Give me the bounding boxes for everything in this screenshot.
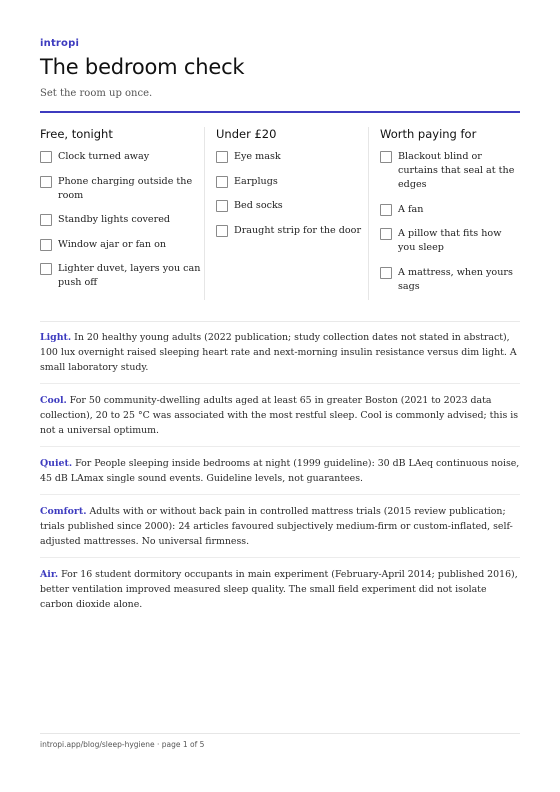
accent-divider: [40, 111, 520, 113]
checkbox[interactable]: [40, 151, 52, 163]
checklist-item: [380, 203, 520, 217]
note-key: Air.: [40, 569, 59, 580]
note-cool: [40, 384, 520, 447]
page: [40, 0, 520, 792]
checklist-item-label: Lighter duvet, layers you can push off: [58, 263, 201, 288]
checkbox[interactable]: [216, 200, 228, 212]
note-text: For People sleeping inside bedrooms at night (1999 guideline): 30 dB LAeq continuous noise, 45 dB LAmax single sound events. Guideline levels, not guarantees.: [40, 458, 520, 484]
checklist-item-label: A pillow that fits how you sleep: [398, 228, 502, 253]
note-text: For 50 community-dwelling adults aged at least 65 in greater Boston (2021 to 2023 data collection), 20 to 25 °C was associated with the most restful sleep. Cool is commonly advised; this is not a universal optimum.: [40, 395, 519, 436]
column-heading: Free, tonight: [40, 127, 113, 141]
checklist-item: [380, 266, 520, 294]
checkbox[interactable]: [40, 176, 52, 188]
checkbox[interactable]: [40, 214, 52, 226]
checkbox[interactable]: [216, 176, 228, 188]
note-key: Light.: [40, 332, 72, 343]
checklist-item: [40, 262, 204, 290]
page-footer: intropi.app/blog/sleep-hygiene · page 1 of 5: [40, 740, 205, 749]
checklist-item-label: Draught strip for the door: [234, 224, 362, 236]
checklist-item-label: Eye mask: [234, 151, 281, 162]
brand-name: intropi: [40, 38, 80, 49]
checklist-item-label: Window ajar or fan on: [58, 238, 167, 250]
footer-divider: [40, 733, 520, 734]
column-free-tonight: [40, 127, 204, 300]
checkbox[interactable]: [380, 267, 392, 279]
checkbox[interactable]: [380, 228, 392, 240]
page-title: The bedroom check: [40, 55, 245, 79]
checklist-item: [40, 150, 204, 164]
note-comfort: [40, 495, 520, 558]
note-light: [40, 321, 520, 384]
checklist-item-label: A fan: [398, 203, 424, 215]
checkbox[interactable]: [40, 263, 52, 275]
column-heading: Under £20: [216, 127, 277, 141]
note-text: For 16 student dormitory occupants in main experiment (February-April 2014; published 2016), better ventilation improved measured sleep quality. The small field experiment did not isolate carbon dioxide alone.: [40, 569, 518, 610]
checklist-item-label: Earplugs: [234, 175, 278, 187]
checklist-item: [40, 238, 204, 252]
checklist-item-label: Bed socks: [234, 200, 283, 211]
checklist-item: [40, 213, 204, 227]
checklist-item-label: Blackout blind or curtains that seal at the edges: [398, 151, 515, 190]
checklist-item: [216, 199, 368, 213]
note-key: Comfort.: [40, 506, 87, 517]
page-subtitle: Set the room up once.: [40, 88, 153, 99]
checklist: [40, 150, 204, 290]
checklist-item-label: Standby lights covered: [58, 214, 171, 225]
checkbox[interactable]: [40, 239, 52, 251]
checklist-item-label: A mattress, when yours sags: [398, 266, 513, 292]
note-text: In 20 healthy young adults (2022 publication; study collection dates not stated in abstract), 100 lux overnight raised sleeping heart rate and next-morning insulin resistance versus dim light. A small laboratory study.: [40, 332, 517, 373]
checkbox[interactable]: [380, 204, 392, 216]
checklist-item: [380, 227, 520, 255]
checklist: [216, 150, 368, 238]
checklist-item: [216, 175, 368, 189]
checklist-item-label: Phone charging outside the room: [58, 175, 193, 201]
checkbox[interactable]: [216, 151, 228, 163]
checkbox[interactable]: [380, 151, 392, 163]
checklist-item-label: Clock turned away: [58, 151, 150, 162]
checklist-item: [216, 150, 368, 164]
column-worth-paying-for: [368, 127, 520, 300]
note-key: Cool.: [40, 395, 67, 406]
note-air: [40, 558, 520, 620]
note-quiet: [40, 447, 520, 495]
column-under-20: [204, 127, 368, 300]
checklist-item: [380, 150, 520, 192]
checklist-columns: [40, 127, 520, 300]
checklist-item: [216, 224, 368, 238]
checklist: [380, 150, 520, 294]
checkbox[interactable]: [216, 225, 228, 237]
note-text: Adults with or without back pain in controlled mattress trials (2015 review publication; trials published since 2000): 24 articles favoured subjectively medium-firm or custom-inflated, self-adjusted mattresses. No universal firmness.: [40, 506, 513, 547]
note-key: Quiet.: [40, 458, 73, 469]
evidence-notes: [40, 321, 520, 620]
column-heading: Worth paying for: [380, 127, 477, 141]
checklist-item: [40, 175, 204, 203]
